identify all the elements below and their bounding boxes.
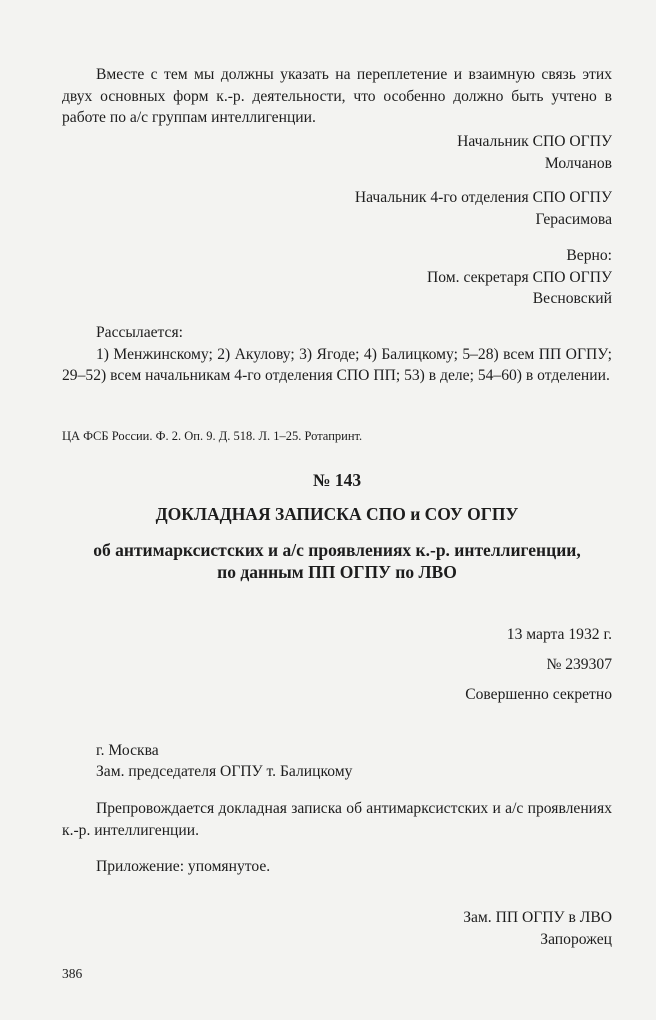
certified-title: Пом. секретаря СПО ОГПУ bbox=[427, 268, 612, 286]
distribution-list: 1) Менжинскому; 2) Акулову; 3) Ягоде; 4) Балицкому; 5–28) всем ПП ОГПУ; 29–52) всем начальникам 4-го отделения СПО ПП; 53) в деле; 54–60) в отделении. bbox=[62, 345, 612, 384]
certified-label: Верно: bbox=[566, 247, 612, 264]
signature-deputy bbox=[62, 907, 612, 950]
distribution-label: Рассылается: bbox=[96, 324, 183, 341]
classification-stamp: Совершенно секретно bbox=[465, 686, 612, 703]
document-number: № 143 bbox=[312, 470, 362, 490]
intro-paragraph: Вместе с тем мы должны указать на переплетение и взаимную связь этих двух основных форм к.-р. деятельности, что особенно должно быть учтено в работе по а/с группам интеллигенции. bbox=[62, 66, 612, 126]
addressee: Зам. председателя ОГПУ т. Балицкому bbox=[96, 763, 353, 780]
document-subtitle-line-1: об антимарксистских и а/с проявлениях к.-р. интеллигенции, bbox=[93, 540, 581, 560]
certification-block bbox=[62, 245, 612, 310]
signer-name: Герасимова bbox=[535, 210, 612, 228]
place: г. Москва bbox=[96, 742, 159, 759]
registration-number: № 239307 bbox=[546, 656, 612, 673]
document-title: ДОКЛАДНАЯ ЗАПИСКА СПО и СОУ ОГПУ bbox=[155, 504, 519, 524]
signer-name: Запорожец bbox=[540, 930, 612, 948]
signer-name: Молчанов bbox=[544, 154, 612, 172]
signer-title: Зам. ПП ОГПУ в ЛВО bbox=[463, 909, 612, 926]
document-date: 13 марта 1932 г. bbox=[506, 626, 612, 643]
certified-name: Весновский bbox=[532, 290, 612, 307]
distribution-block bbox=[62, 322, 612, 387]
attachment-note: Приложение: упомянутое. bbox=[96, 858, 271, 875]
signer-title: Начальник 4-го отделения СПО ОГПУ bbox=[354, 189, 612, 206]
page-number: 386 bbox=[62, 966, 83, 981]
body-text: Препровождается докладная записка об антимарксистских и а/с проявлениях к.-р. интеллигенции. bbox=[62, 800, 612, 839]
document-subtitle-line-2: по данным ПП ОГПУ по ЛВО bbox=[217, 562, 457, 582]
archive-source-note: ЦА ФСБ России. Ф. 2. Оп. 9. Д. 518. Л. 1–25. Ротапринт. bbox=[62, 429, 363, 443]
signer-title: Начальник СПО ОГПУ bbox=[457, 133, 612, 150]
signature-spo-chief bbox=[62, 131, 612, 174]
signature-4th-department-chief bbox=[62, 187, 612, 230]
